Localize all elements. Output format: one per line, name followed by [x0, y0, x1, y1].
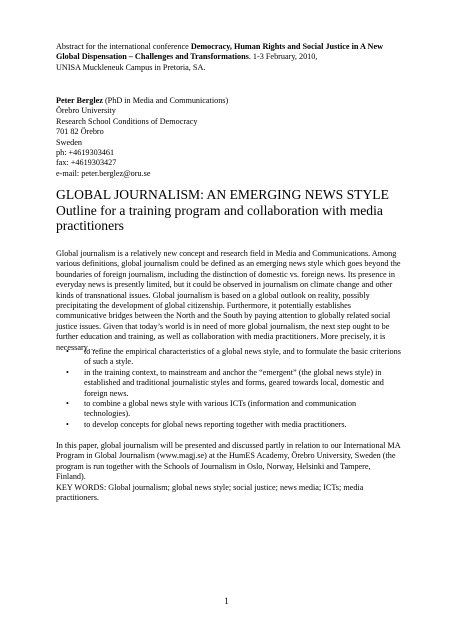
page-number: 1 [224, 596, 229, 606]
document-title: GLOBAL JOURNALISM: AN EMERGING NEWS STYLE [56, 187, 389, 202]
author-name: Peter Berglez [56, 96, 103, 105]
author-block [56, 96, 401, 179]
author-school: Research School Conditions of Democracy [56, 116, 198, 126]
author-postal: 701 82 Örebro [56, 127, 104, 137]
conference-abstract-header [56, 42, 401, 73]
body-paragraph-1: Global journalism is a relatively new concept and research field in Media and Communications. Among various definitions, global journalism could be defined as an emerging news style which goes beyond the boundaries of foreign journalism, including the distinction of domestic vs. foreign news. Its presence in everyday news is presently limited, but it could be observed in journalism on climate change and other kinds of transnational issues. Global journalism is based on a global outlook on reality, possibly precipitating the development of global citizenship. Furthermore, it potentially establishes communicative bridges between the North and the South by paying attention to globally related social justice issues. Given that today’s world is in need of more global journalism, the next step ought to be further education and training, as well as collaboration with media practitioners. More precisely, it is necessary… [56, 249, 401, 352]
list-item: • to refine the empirical characteristics of a global news style, and to formulate the basic criterions of such a style. [56, 347, 401, 368]
author-degree: (PhD in Media and Communications) [102, 96, 229, 105]
conference-title: Democracy, Human Rights and Social Justice in A New Global Dispensation – Challenges and Transformations [56, 42, 383, 62]
author-fax: fax: +4619303427 [56, 158, 117, 168]
author-country: Sweden [56, 137, 82, 147]
list-item: • to develop concepts for global news reporting together with media practitioners. [56, 420, 401, 430]
body-paragraph-2: In this paper, global journalism will be presented and discussed partly in relation to our International MA Program in Global Journalism (www.magj.se) at the HumES Academy, Örebro University, Sweden (the program is run together with the Schools of Journalism in Oslo, Norway, Helsinki and Tampere, Finland). [56, 441, 401, 482]
list-item: • to combine a global news style with various ICTs (information and communication technologies). [56, 399, 401, 420]
list-item: • in the training context, to mainstream and anchor the “emergent” (the global news style) in established and traditional journalistic styles and forms, geared towards local, domestic and foreign news. [56, 368, 401, 399]
author-phone: ph: +4619303461 [56, 148, 115, 158]
bullet-list [56, 347, 401, 430]
document-subtitle: Outline for a training program and collaboration with media practitioners [56, 203, 383, 234]
author-email: e-mail: peter.berglez@oru.se [56, 168, 151, 178]
author-line [56, 96, 401, 106]
author-university: Örebro University [56, 106, 116, 116]
keywords-line: KEY WORDS: Global journalism; global news style; social justice; news media; ICTs; media practitioners. [56, 483, 364, 503]
conference-prefix: Abstract for the international conference [56, 42, 191, 51]
conference-venue: UNISA Muckleneuk Campus in Pretoria, SA. [56, 62, 206, 72]
conference-date: . 1-3 February, 2010, [248, 52, 318, 62]
conference-line [56, 42, 401, 63]
